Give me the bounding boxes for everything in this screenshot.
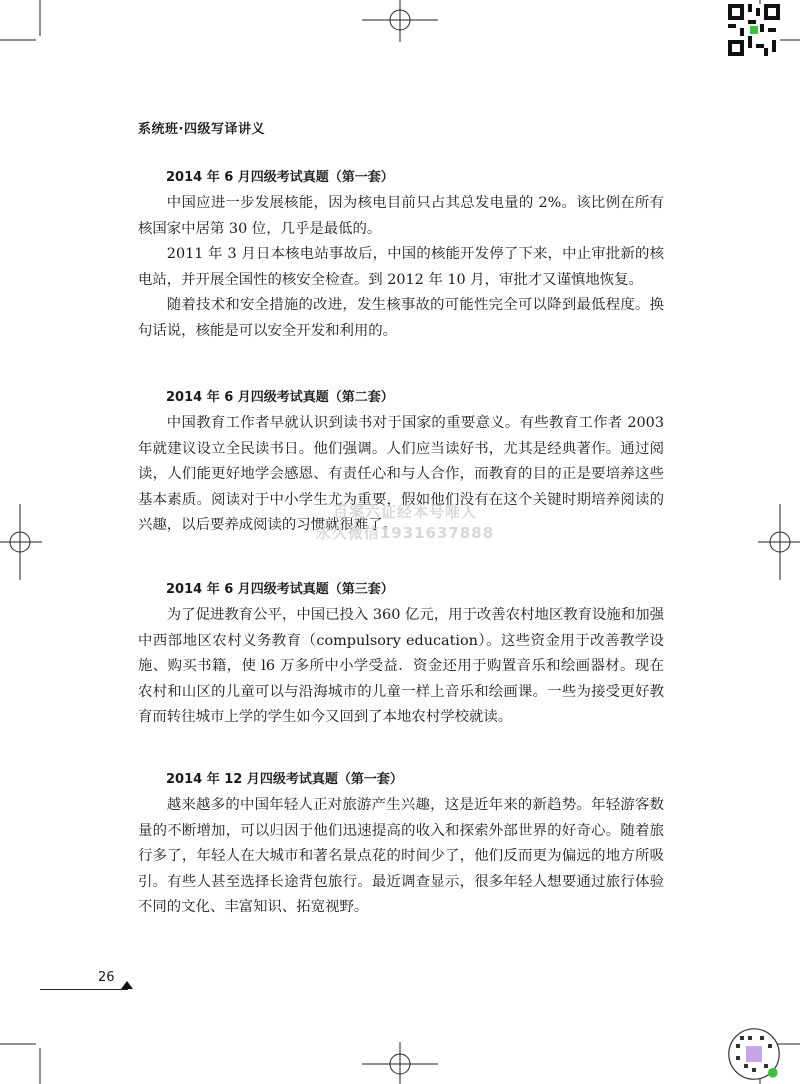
section-title: 2014 年 6 月四级考试真题（第一套） (166, 170, 394, 185)
watermark (300, 502, 510, 544)
section-3 (138, 578, 664, 731)
section-4 (138, 768, 664, 921)
running-header: 系统班·四级写译讲义 (138, 122, 265, 137)
section-1 (138, 166, 664, 344)
qr-code-bottom (728, 1028, 780, 1080)
registration-mark-left (0, 504, 42, 580)
paragraph: 中国教育工作者早就认识到读书对于国家的重要意义。有些教育工作者 2003 年就建议设立全民读书日。他们强调。人们应当读好书，尤其是经典著作。通过阅读，人们能更好地学会感恩、有责任心和与人合作，而教育的目的正是要培养这些基本素质。阅读对于中小学生尤为重要，假如他们没有在这个关键时期培养阅读的兴趣，以后要养成阅读的习惯就很难了。 (138, 415, 664, 533)
paragraph: 随着技术和安全措施的改进，发生核事故的可能性完全可以降到最低程度。换句话说，核能是可以安全开发和利用的。 (138, 297, 664, 339)
triangle-marker-icon (121, 981, 133, 989)
paragraph: 为了促进教育公平，中国已投入 360 亿元，用于改善农村地区教育设施和加强中西部地区农村义务教育（compulsory education）。这些资金用于改善教学设施、购买书籍，使 l6 万多所中小学受益．资金还用于购置音乐和绘画器材。现在农村和山区的儿童可以与沿海城市的儿童一样上音乐和绘画课。一些为接受更好教育而转往城市上学的学生如今又回到了本地农村学校就读。 (138, 607, 664, 725)
watermark-line: 永久微信1931637888 (315, 524, 495, 542)
registration-mark-bottom (362, 1042, 438, 1084)
paragraph: 越来越多的中国年轻人正对旅游产生兴趣，这是近年来的新趋势。年轻游客数量的不断增加，可以归因于他们迅速提高的收入和探索外部世界的好奇心。随着旅行多了，年轻人在大城市和著名景点花的时间少了，他们反而更为偏远的地方所吸引。有些人甚至选择长途背包旅行。最近调查显示，很多年轻人想要通过旅行体验不同的文化、丰富知识、拓宽视野。 (138, 797, 664, 915)
footer-rule (40, 989, 128, 990)
qr-code-top (728, 4, 780, 56)
page-number: 26 (98, 970, 115, 985)
registration-mark-top (362, 0, 438, 42)
paragraph: 中国应进一步发展核能，因为核电目前只占其总发电量的 2%。该比例在所有核国家中居第 30 位，几乎是最低的。 (138, 195, 664, 237)
section-title: 2014 年 6 月四级考试真题（第二套） (166, 390, 394, 405)
paragraph: 2011 年 3 月日本核电站事故后，中国的核能开发停了下来，中止审批新的核电站，并开展全国性的核安全检查。到 2012 年 10 月，审批才又谨慎地恢复。 (138, 246, 664, 288)
registration-mark-right (758, 504, 800, 580)
section-title: 2014 年 12 月四级考试真题（第一套） (166, 772, 403, 787)
section-title: 2014 年 6 月四级考试真题（第三套） (166, 582, 394, 597)
watermark-line: 百案六证经本号唯人 (332, 503, 477, 521)
